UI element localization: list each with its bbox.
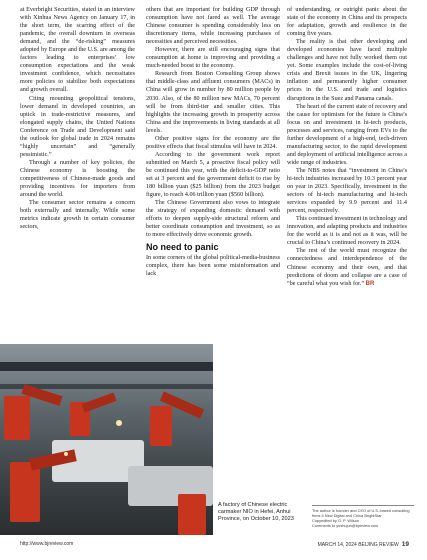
- paragraph-text: The consumer sector remains a concern both externally and internally. While some metrics indicate growth in certain consumer sectors,: [20, 200, 135, 231]
- paragraph-text: The rest of the world must recognize the connectedness and interdependence of the Chinese economy and their own, and that predictions of doom and collapse are a case of “be careful what you wish for.”: [287, 248, 407, 287]
- paragraph-text: Other positive signs for the economy are the positive effects that fiscal stimulus will have in 2024.: [146, 135, 280, 150]
- weld-spark: [64, 452, 68, 456]
- article-column-3: [287, 6, 407, 288]
- paragraph: [287, 103, 407, 167]
- paragraph-text: The reality is that other developing and developed economies have faced multiple challenges and have not fully worked them out yet. Some examples include the cost-of-living crisis and Brexit issues in the UK, lingering inflation and permanently higher consumer prices in the U.S. and trade and logistics disruptions in the Suez and Panama canals.: [287, 39, 407, 102]
- robot-arm: [81, 392, 116, 412]
- paragraph: [146, 46, 280, 70]
- paragraph-text: The heart of the current state of recovery and the cause for optimism for the future is China’s focus on and investment in hi-tech products, processes and services, ranging from EVs to the further development of a high-end, tech-driven manufacturing sector, to the rapid development and deployment of artificial intelligence across a wide range of industries.: [287, 103, 407, 166]
- paragraph: [287, 247, 407, 287]
- page-number: 19: [401, 541, 409, 548]
- column-2-body: [146, 6, 280, 239]
- paragraph-text: others that are important for building GDP through consumption have not fared as well. The average Chinese consumer is spending considerably less on discretionary items, while increasing purchases of necessities and perceived necessities.: [146, 7, 280, 46]
- paragraph: [146, 6, 280, 46]
- comments-contact: Comments to yushujun@bjreview.com: [312, 523, 379, 528]
- paragraph: [287, 38, 407, 102]
- paragraph-text: of understanding, or outright panic about the state of the economy in China and its prospects for adaptation, growth and resilience in the coming five years.: [287, 7, 407, 38]
- author-bio: The author is founder and CEO of U.S.-based consulting firms 5 New Digital and China BrightStar: [312, 508, 410, 518]
- footer-issue: [318, 541, 409, 548]
- paragraph-text: Citing mounting geopolitical tensions, lower demand in developed countries, an uptick in trade-restrictive measures, and elongated supply chains, the United Nations Conference on Trade and Development said the outlook for global trade in 2024 remains “highly uncertain” and “generally pessimistic.”: [20, 95, 135, 158]
- robot-arm: [178, 494, 206, 535]
- overhead-beam: [0, 362, 213, 371]
- paragraph-text: at Everbright Securities, stated in an interview with Xinhua News Agency on January 17, in the short term, the scarring effect of the pandemic, the overall downturn in overseas demand, and the “de-risking” measures adopted by Europe and the U.S. are among the factors leading to enterprises’ low consumption expectations and the weak investment confidence, which necessitates more policies to stabilize both expectations and growth overall.: [20, 7, 135, 94]
- article-column-2: [146, 6, 280, 279]
- paragraph: [287, 167, 407, 215]
- paragraph: [287, 6, 407, 38]
- paragraph: [146, 151, 280, 199]
- paragraph: In some corners of the global political-media-business complex, there has been some misinformation and lack: [146, 255, 280, 278]
- paragraph-text: The Chinese Government also vows to integrate the strategy of expanding domestic demand with efforts to deepen supply-side structural reform and better coordinate consumption and investment, so as to more effectively drive economic growth.: [146, 200, 280, 239]
- paragraph: [146, 199, 280, 239]
- robot-arm: [150, 406, 172, 446]
- end-mark: BR: [365, 280, 375, 287]
- paragraph: [20, 159, 135, 199]
- factory-photo: [0, 344, 213, 535]
- paragraph: [287, 215, 407, 247]
- copyeditor-credit: Copyedited by G. P. Wilson: [312, 518, 360, 523]
- photo-caption: A factory of Chinese electric carmaker NIO in Hefei, Anhui Province, on October 10, 2023: [218, 502, 294, 522]
- paragraph: [20, 199, 135, 231]
- paragraph: [146, 70, 280, 134]
- paragraph-text: Research from Boston Consulting Group shows that middle-class and affluent consumers (MACs) in China will grow in number by 80 million people by 2030. Also, of the 80 million new MACs, 70 percent will be from third-tier and smaller cities. This highlights the increasing growth in prosperity across China and the improvements in living standards at all levels.: [146, 71, 280, 134]
- footer-url: http://www.bjreview.com: [20, 541, 74, 547]
- robot-arm: [4, 396, 30, 440]
- paragraph-text: However, there are still encouraging signs that consumption at home is improving and providing a much-needed boost to the economy.: [146, 47, 280, 70]
- paragraph-text: Through a number of key policies, the Chinese economy is boosting the competitiveness of Chinese-made goods and providing incentives for importers from around the world.: [20, 159, 135, 199]
- paragraph-text: According to the government work report submitted on March 5, a proactive fiscal policy will be continued this year, with the deficit-to-GDP ratio set at 3 percent and the government deficit to rise by 180 billion yuan ($25 billion) from the 2023 budget figure, to reach 4.06 trillion yuan ($560 billion).: [146, 151, 280, 199]
- paragraph-text: The NBS notes that “investment in China’s hi-tech industries increased by 10.3 percent year on year in 2023. Specifically, investment in the sectors of hi-tech manufacturing and hi-tech services expanded by 9.9 percent and 11.4 percent, respectively.: [287, 167, 407, 215]
- page-footer: [0, 540, 427, 552]
- weld-spark: [116, 420, 122, 426]
- section-subheading: No need to panic: [146, 242, 219, 253]
- article-column-1: [20, 6, 135, 231]
- issue-date: MARCH 14, 2024 BEIJING REVIEW: [317, 542, 399, 548]
- paragraph: [20, 95, 135, 159]
- robot-arm: [10, 462, 40, 522]
- author-note: [312, 505, 414, 528]
- paragraph: [20, 6, 135, 95]
- paragraph-text: This continued investment in technology and innovation, and adapting products and industries for the world as it is and not as it was, will be crucial to China’s continued recovery in 2024.: [287, 216, 407, 247]
- paragraph: [146, 135, 280, 151]
